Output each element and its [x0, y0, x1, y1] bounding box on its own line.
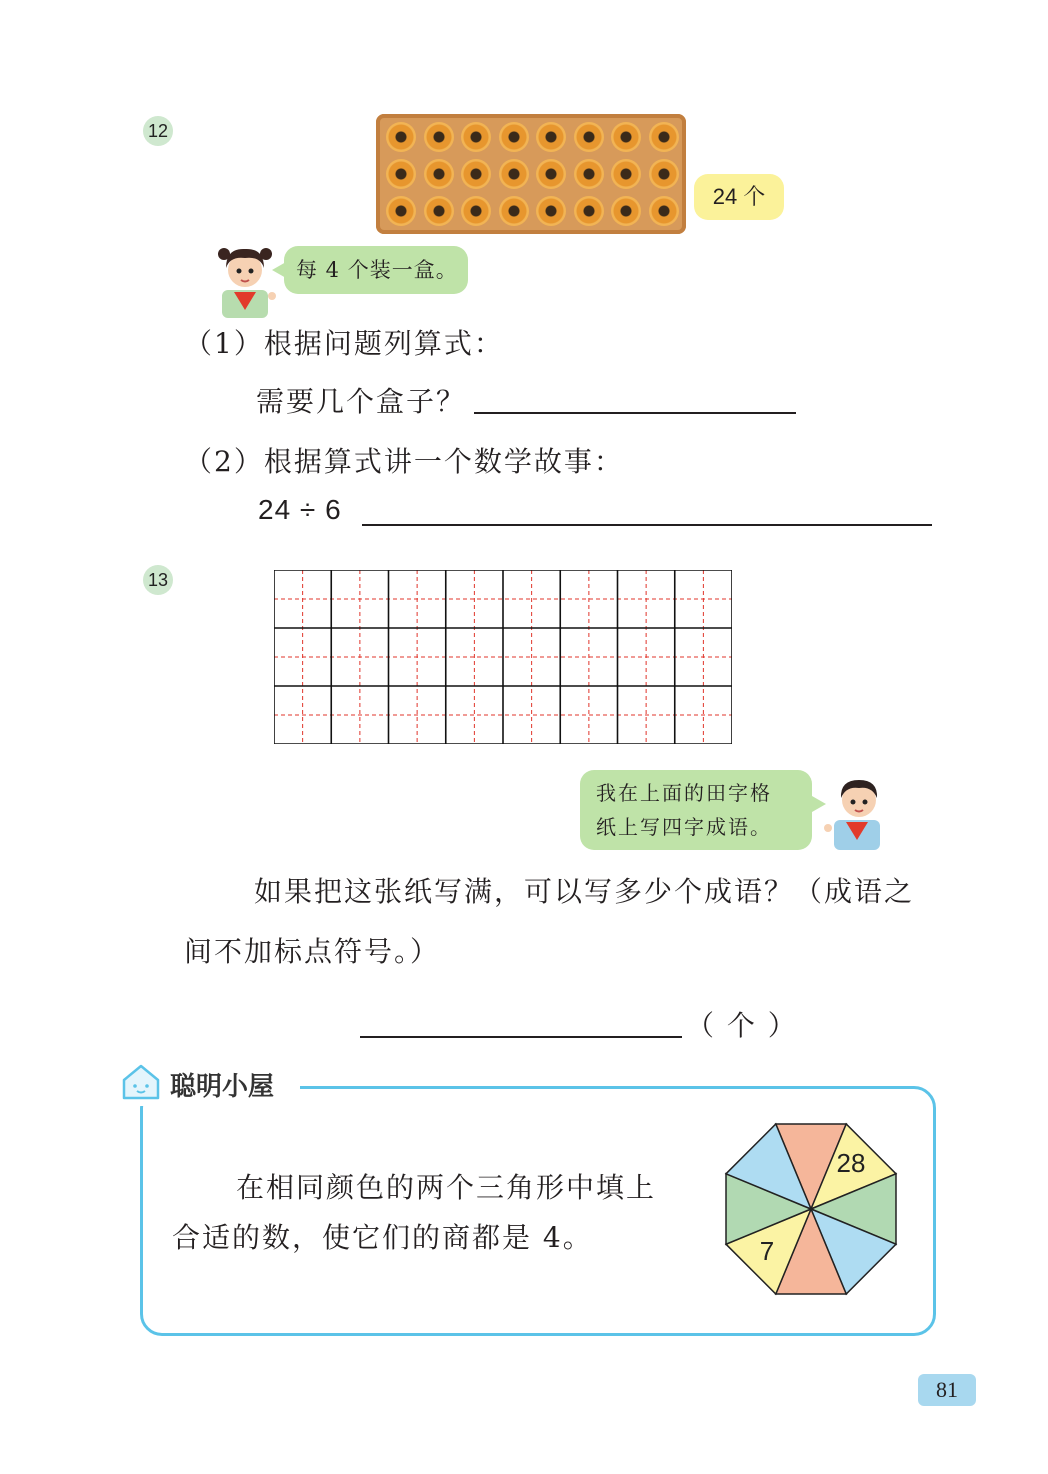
boy-speech-line1: 我在上面的田字格: [596, 781, 772, 805]
clever-house-header: [112, 1060, 292, 1106]
pastry: [499, 122, 529, 152]
clever-house-text-line2: 合适的数，使它们的商都是 4。: [172, 1221, 593, 1254]
pastry: [386, 122, 416, 152]
pastry: [424, 196, 454, 226]
q12-part1-question: 需要几个盒子？: [256, 385, 467, 418]
pastry: [536, 196, 566, 226]
pastry: [499, 159, 529, 189]
q13-question-line1: 如果把这张纸写满，可以写多少个成语？（成语之: [254, 875, 915, 908]
q12-part1-label: （1）根据问题列算式：: [184, 327, 504, 360]
pastry: [611, 122, 641, 152]
boy-character-icon: [822, 774, 892, 850]
pastry: [574, 196, 604, 226]
boy-speech-bubble: [580, 770, 812, 850]
pastry: [386, 196, 416, 226]
q12-part1-answer-line[interactable]: [474, 412, 796, 414]
octagon-puzzle: [716, 1116, 906, 1302]
pastry-tray-image: [376, 114, 686, 234]
question-number-12: 12: [143, 116, 173, 146]
pastry: [461, 159, 491, 189]
pastry: [611, 196, 641, 226]
pastry: [461, 122, 491, 152]
q12-part2-expression: 24 ÷ 6: [258, 494, 342, 525]
pastry: [424, 159, 454, 189]
count-label-bubble: 24 个: [694, 174, 784, 220]
triangle-value-28: 28: [836, 1148, 866, 1178]
pastry: [611, 159, 641, 189]
house-icon: [118, 1062, 164, 1102]
girl-speech-bubble: [284, 246, 468, 294]
tianzige-grid: [274, 570, 732, 744]
girl-character-icon: [214, 240, 276, 318]
q13-question-line2: 间不加标点符号。）: [184, 935, 441, 968]
pastry: [499, 196, 529, 226]
pastry: [574, 122, 604, 152]
clever-house-title: 聪明小屋: [170, 1072, 275, 1102]
pastry: [536, 122, 566, 152]
pastry: [574, 159, 604, 189]
q13-unit: （ 个 ）: [686, 1009, 798, 1042]
girl-speech-text: 每 4 个装一盒。: [296, 258, 458, 282]
pastry: [424, 122, 454, 152]
pastry: [461, 196, 491, 226]
page-number: 81: [918, 1374, 976, 1406]
pastry: [649, 122, 679, 152]
pastry: [386, 159, 416, 189]
triangle-value-7: 7: [759, 1236, 775, 1266]
q13-answer-line[interactable]: [360, 1036, 682, 1038]
pastry: [536, 159, 566, 189]
pastry: [649, 196, 679, 226]
q12-part2-answer-line[interactable]: [362, 524, 932, 526]
clever-house-text-line1: 在相同颜色的两个三角形中填上: [236, 1171, 657, 1204]
question-number-13: 13: [143, 565, 173, 595]
boy-speech-line2: 纸上写四字成语。: [596, 815, 772, 839]
pastry: [649, 159, 679, 189]
q12-part2-label: （2）根据算式讲一个数学故事：: [184, 445, 624, 478]
